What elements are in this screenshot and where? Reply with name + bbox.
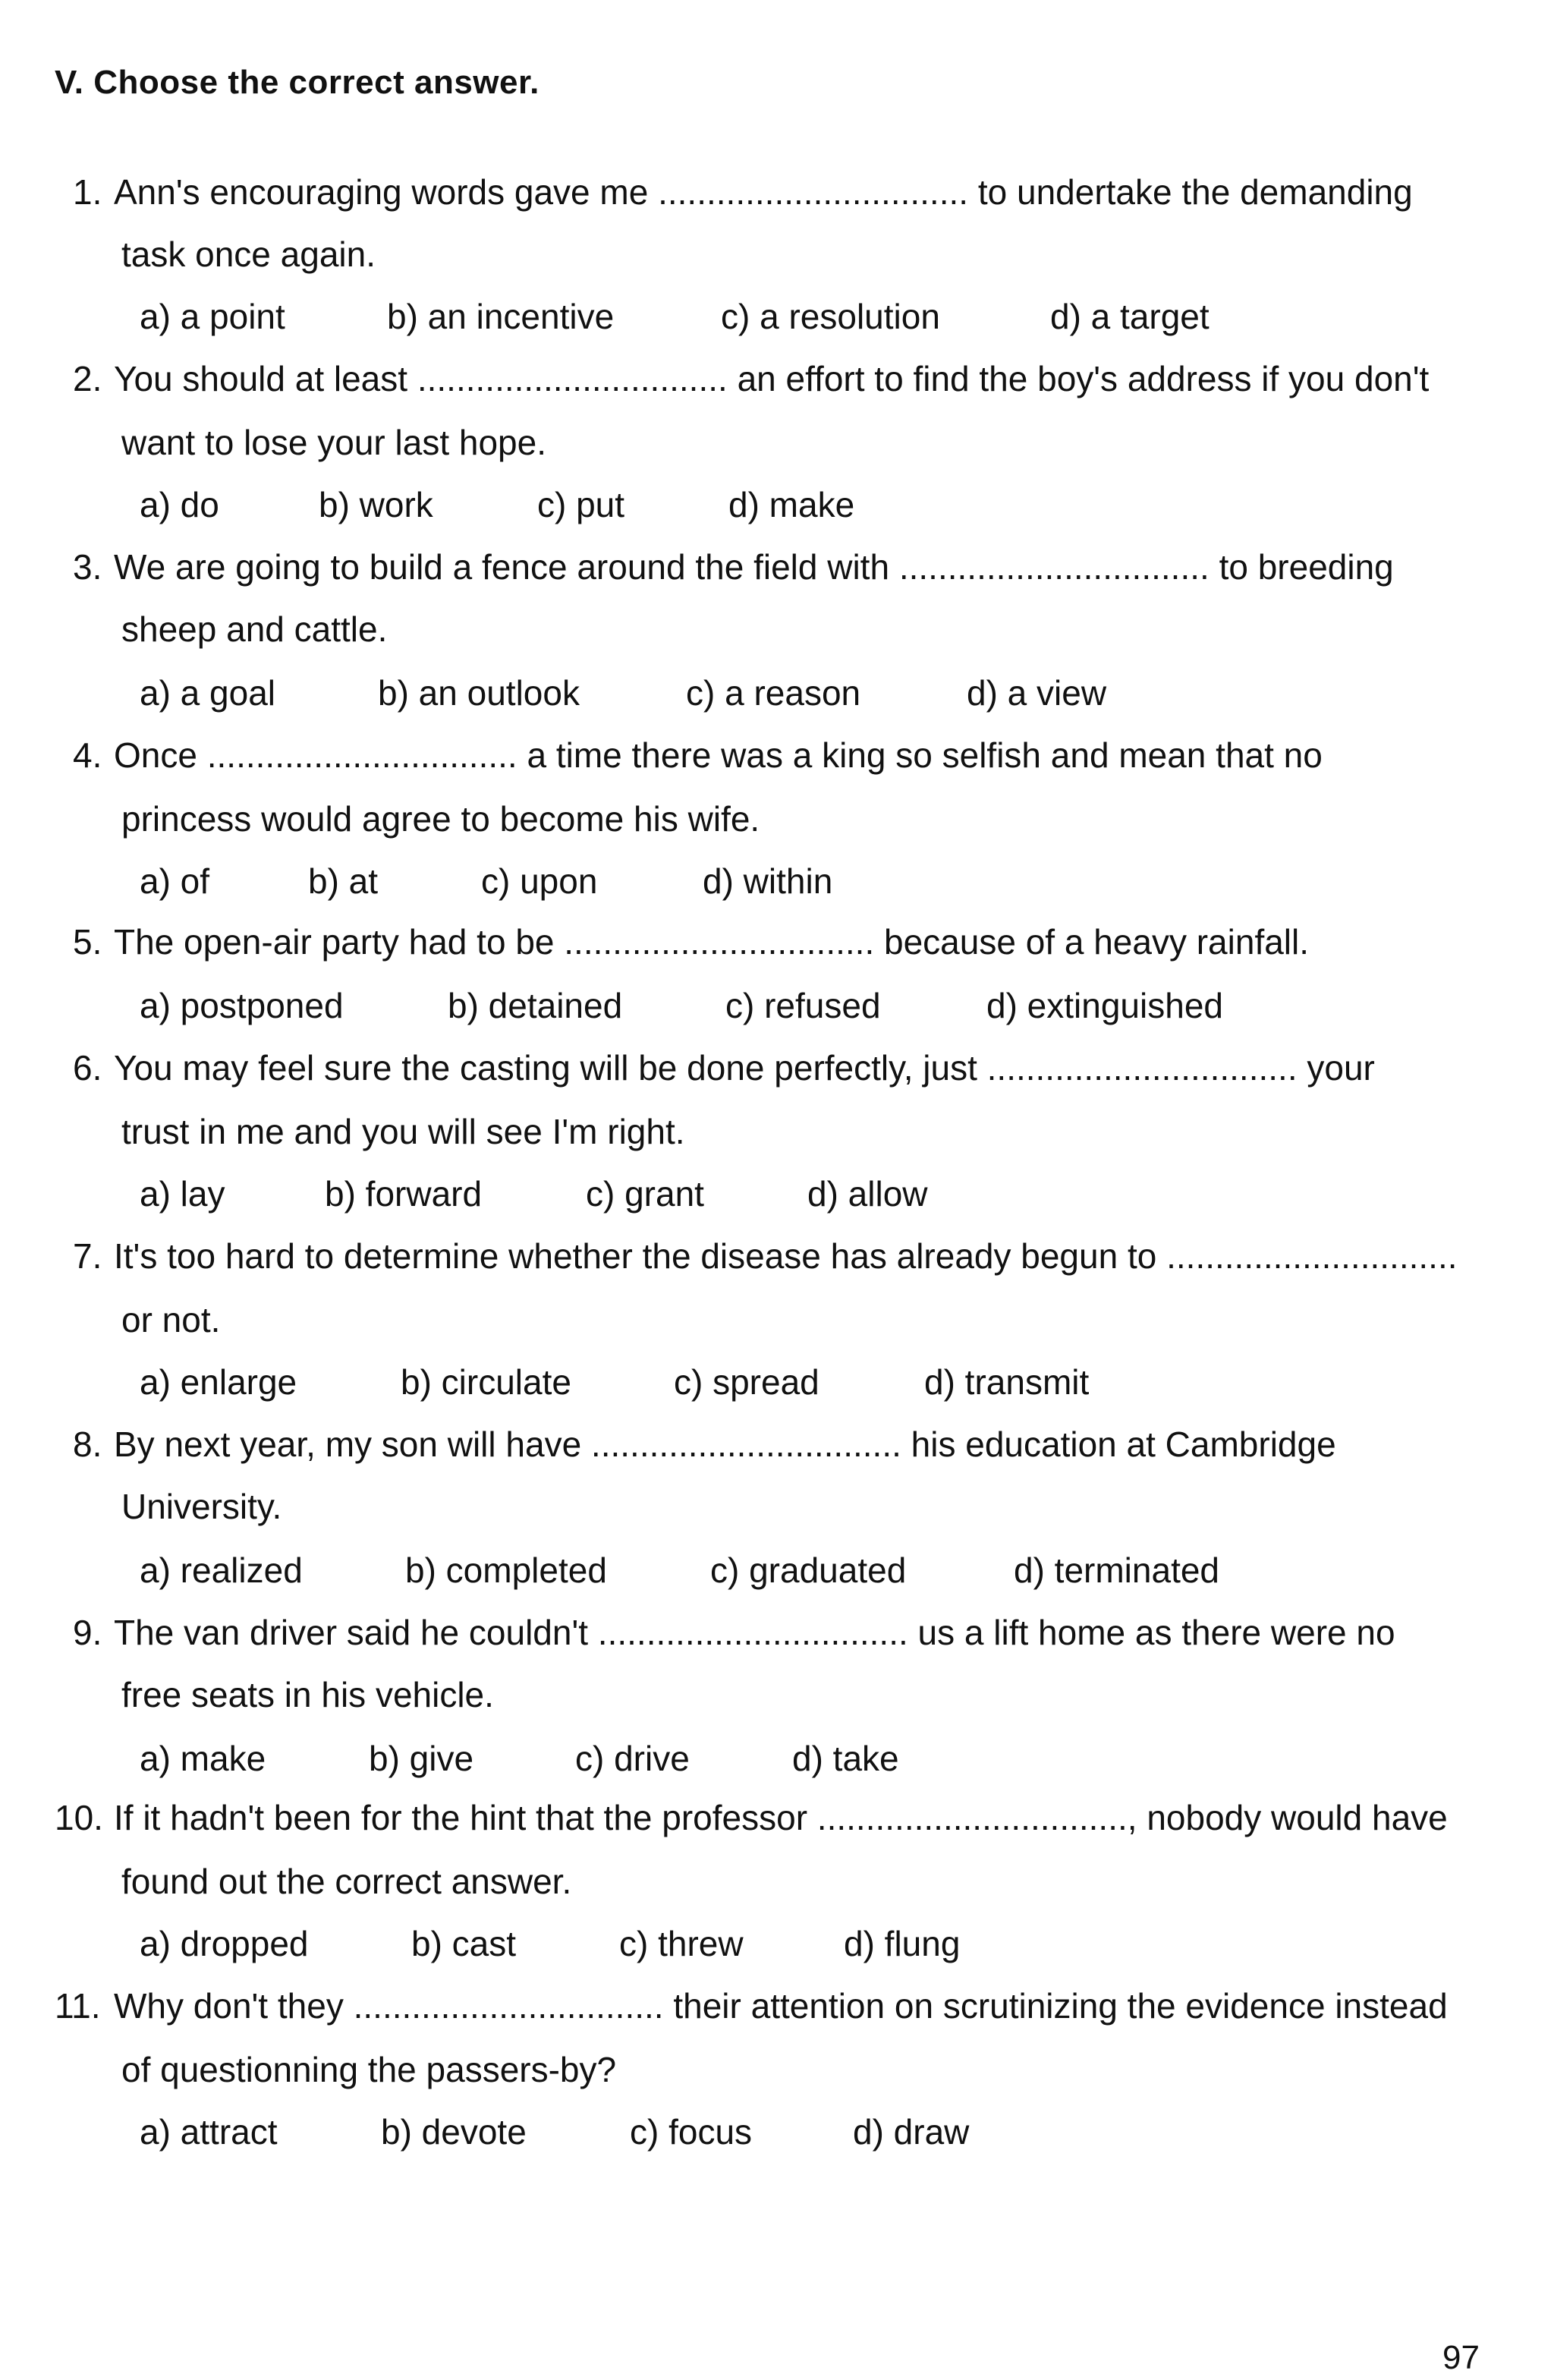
question-11-option-d: d) draw xyxy=(853,2112,970,2152)
question-6-option-d: d) allow xyxy=(807,1174,928,1214)
question-6-text: You may feel sure the casting will be done perfectly, just ................................ your xyxy=(114,1048,1375,1088)
question-10-option-a: a) dropped xyxy=(140,1924,309,1963)
question-11-option-a: a) attract xyxy=(140,2112,278,2152)
question-10-text-continued: found out the correct answer. xyxy=(121,1862,572,1901)
question-6-option-c: c) grant xyxy=(586,1174,704,1214)
question-11-text: Why don't they ................................ their attention on scrutinizing the evidence instead xyxy=(114,1986,1448,2026)
question-8-option-d: d) terminated xyxy=(1014,1550,1220,1590)
question-7-text-continued: or not. xyxy=(121,1300,221,1340)
question-10-option-d: d) flung xyxy=(844,1924,961,1963)
question-9-number: 9. xyxy=(73,1613,102,1652)
question-9-text-continued: free seats in his vehicle. xyxy=(121,1675,494,1714)
question-2-option-c: c) put xyxy=(537,485,625,524)
question-7-option-d: d) transmit xyxy=(924,1362,1090,1402)
question-11-text-continued: of questionning the passers-by? xyxy=(121,2050,617,2089)
question-3-number: 3. xyxy=(73,547,102,587)
question-9-option-a: a) make xyxy=(140,1739,266,1778)
question-11-option-c: c) focus xyxy=(630,2112,753,2152)
question-3-option-c: c) a reason xyxy=(686,673,861,713)
question-1-option-a: a) a point xyxy=(140,297,285,336)
question-9-option-c: c) drive xyxy=(575,1739,690,1778)
question-4-option-c: c) upon xyxy=(481,861,598,901)
question-8-option-a: a) realized xyxy=(140,1550,303,1590)
question-2-option-d: d) make xyxy=(728,485,855,524)
question-9-option-b: b) give xyxy=(369,1739,474,1778)
question-2-number: 2. xyxy=(73,359,102,398)
question-5-option-d: d) extinguished xyxy=(986,986,1223,1025)
question-10-number: 10. xyxy=(55,1798,103,1837)
question-4-text-continued: princess would agree to become his wife. xyxy=(121,799,760,839)
question-4-option-b: b) at xyxy=(308,861,379,901)
question-10-text: If it hadn't been for the hint that the professor ................................, nobody would have xyxy=(114,1798,1448,1837)
question-1-option-c: c) a resolution xyxy=(721,297,940,336)
question-2-option-a: a) do xyxy=(140,485,219,524)
question-6-option-b: b) forward xyxy=(325,1174,483,1214)
question-4-option-a: a) of xyxy=(140,861,210,901)
question-6-text-continued: trust in me and you will see I'm right. xyxy=(121,1112,685,1151)
question-8-text-continued: University. xyxy=(121,1487,282,1526)
question-8-text: By next year, my son will have ................................ his education at Cambridge xyxy=(114,1425,1336,1464)
question-5-option-a: a) postponed xyxy=(140,986,344,1025)
question-5-option-c: c) refused xyxy=(725,986,881,1025)
question-7-number: 7. xyxy=(73,1236,102,1276)
question-7-option-c: c) spread xyxy=(674,1362,819,1402)
question-4-text: Once ................................ a time there was a king so selfish and mean that no xyxy=(114,735,1323,775)
question-4-option-d: d) within xyxy=(703,861,833,901)
question-11-option-b: b) devote xyxy=(381,2112,527,2152)
question-5-option-b: b) detained xyxy=(448,986,623,1025)
question-1-option-d: d) a target xyxy=(1050,297,1210,336)
question-8-option-b: b) completed xyxy=(405,1550,607,1590)
question-3-option-d: d) a view xyxy=(967,673,1107,713)
question-10-option-b: b) cast xyxy=(411,1924,517,1963)
question-7-text: It's too hard to determine whether the disease has already begun to .............................. xyxy=(114,1236,1458,1276)
question-3-text-continued: sheep and cattle. xyxy=(121,609,388,649)
question-5-number: 5. xyxy=(73,922,102,962)
question-9-text: The van driver said he couldn't ................................ us a lift home as there were no xyxy=(114,1613,1395,1652)
question-1-text: Ann's encouraging words gave me ................................ to undertake the demanding xyxy=(114,172,1413,212)
question-8-number: 8. xyxy=(73,1425,102,1464)
question-3-option-b: b) an outlook xyxy=(378,673,580,713)
question-4-number: 4. xyxy=(73,735,102,775)
question-3-text: We are going to build a fence around the field with ................................ to breeding xyxy=(114,547,1394,587)
question-2-text-continued: want to lose your last hope. xyxy=(121,423,546,462)
section-title: V. Choose the correct answer. xyxy=(55,64,539,101)
question-5-text: The open-air party had to be ................................ because of a heavy rainfall. xyxy=(114,922,1310,962)
question-6-number: 6. xyxy=(73,1048,102,1088)
question-6-option-a: a) lay xyxy=(140,1174,225,1214)
question-2-option-b: b) work xyxy=(319,485,433,524)
question-8-option-c: c) graduated xyxy=(710,1550,907,1590)
question-10-option-c: c) threw xyxy=(619,1924,744,1963)
question-2-text: You should at least ................................ an effort to find the boy's address if you don't xyxy=(114,359,1430,398)
question-3-option-a: a) a goal xyxy=(140,673,276,713)
question-7-option-a: a) enlarge xyxy=(140,1362,297,1402)
question-1-number: 1. xyxy=(73,172,102,212)
page-number: 97 xyxy=(1442,2339,1480,2376)
question-11-number: 11. xyxy=(55,1986,101,2026)
question-1-text-continued: task once again. xyxy=(121,235,376,274)
question-7-option-b: b) circulate xyxy=(401,1362,571,1402)
question-9-option-d: d) take xyxy=(792,1739,899,1778)
question-1-option-b: b) an incentive xyxy=(387,297,615,336)
